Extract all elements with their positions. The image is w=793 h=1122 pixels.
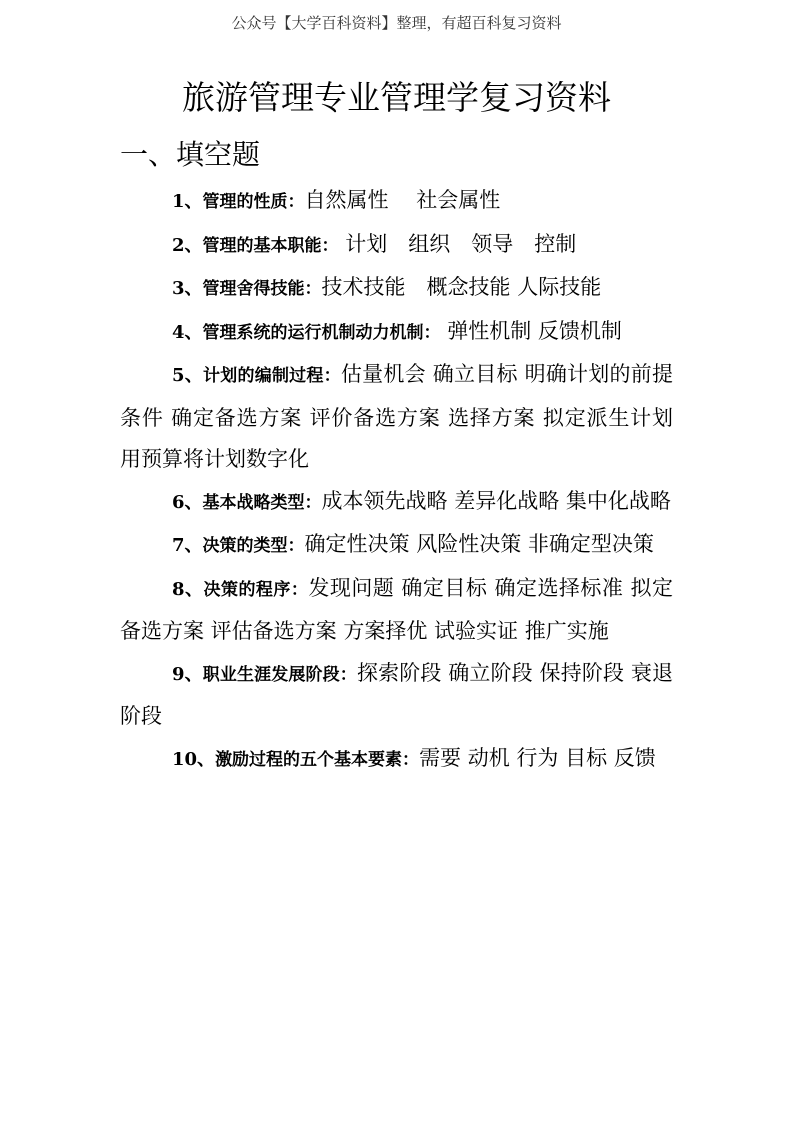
header-note: 公众号【大学百科资料】整理，有超百科复习资料	[231, 14, 562, 32]
item-answer: 需要 动机 行为 目标 反馈	[419, 745, 656, 770]
item-question: 计划的编制过程：	[203, 366, 341, 386]
page-title: 旅游管理专业管理学复习资料	[182, 78, 611, 117]
item-question: 决策的程序：	[203, 579, 309, 600]
item-number: 2、	[172, 234, 203, 256]
item-number: 8、	[172, 578, 204, 600]
list-item	[120, 568, 673, 653]
list-item	[120, 524, 673, 568]
item-answer: 确定性决策 风险性决策 非确定型决策	[304, 532, 654, 556]
item-answer: 成本领先战略 差异化战略 集中化战略	[321, 488, 671, 513]
item-question: 决策的类型：	[202, 536, 305, 556]
section-heading: 一、填空题	[120, 138, 261, 171]
item-number: 5、	[172, 365, 203, 386]
item-question: 管理的基本职能：	[202, 235, 339, 256]
item-answer: 自然属性 社会属性	[304, 188, 501, 212]
list-item	[120, 267, 673, 311]
item-number: 1、	[172, 191, 203, 212]
list-item	[120, 738, 673, 782]
item-question: 职业生涯发展阶段：	[202, 664, 357, 685]
item-answer: 技术技能 概念技能 人际技能	[321, 275, 602, 299]
list-item	[120, 481, 673, 525]
list-item	[120, 224, 673, 268]
item-question: 基本战略类型：	[202, 492, 322, 513]
item-answer: 估量机会 确立目标 明确计划的前提条件 确定备选方案 评价备选方案 选择方案 拟定派生计划 用预算将计划数字化	[120, 362, 673, 471]
item-question: 管理系统的运行机制动力机制：	[202, 322, 441, 343]
item-number: 7、	[172, 535, 203, 556]
list-item	[120, 180, 673, 224]
item-question: 管理舍得技能：	[202, 279, 322, 299]
item-answer: 弹性机制 反馈机制	[440, 318, 622, 343]
item-question: 激励过程的五个基本要素：	[215, 749, 420, 770]
item-number: 6、	[172, 491, 203, 513]
item-number: 3、	[172, 278, 203, 299]
fill-in-blank-list	[120, 180, 673, 781]
item-answer: 探索阶段 确立阶段 保持阶段 衰退阶段	[120, 660, 673, 728]
list-item	[120, 354, 673, 481]
item-answer: 计划 组织 领导 控制	[338, 231, 577, 256]
item-number: 10、	[172, 748, 216, 770]
item-question: 管理的性质：	[202, 192, 305, 212]
item-answer: 发现问题 确定目标 确定选择标准 拟定备选方案 评估备选方案 方案择优 试验实证 推广实施	[120, 575, 673, 643]
list-item	[120, 653, 673, 738]
list-item	[120, 311, 673, 355]
item-number: 9、	[172, 663, 203, 685]
item-number: 4、	[172, 321, 203, 343]
